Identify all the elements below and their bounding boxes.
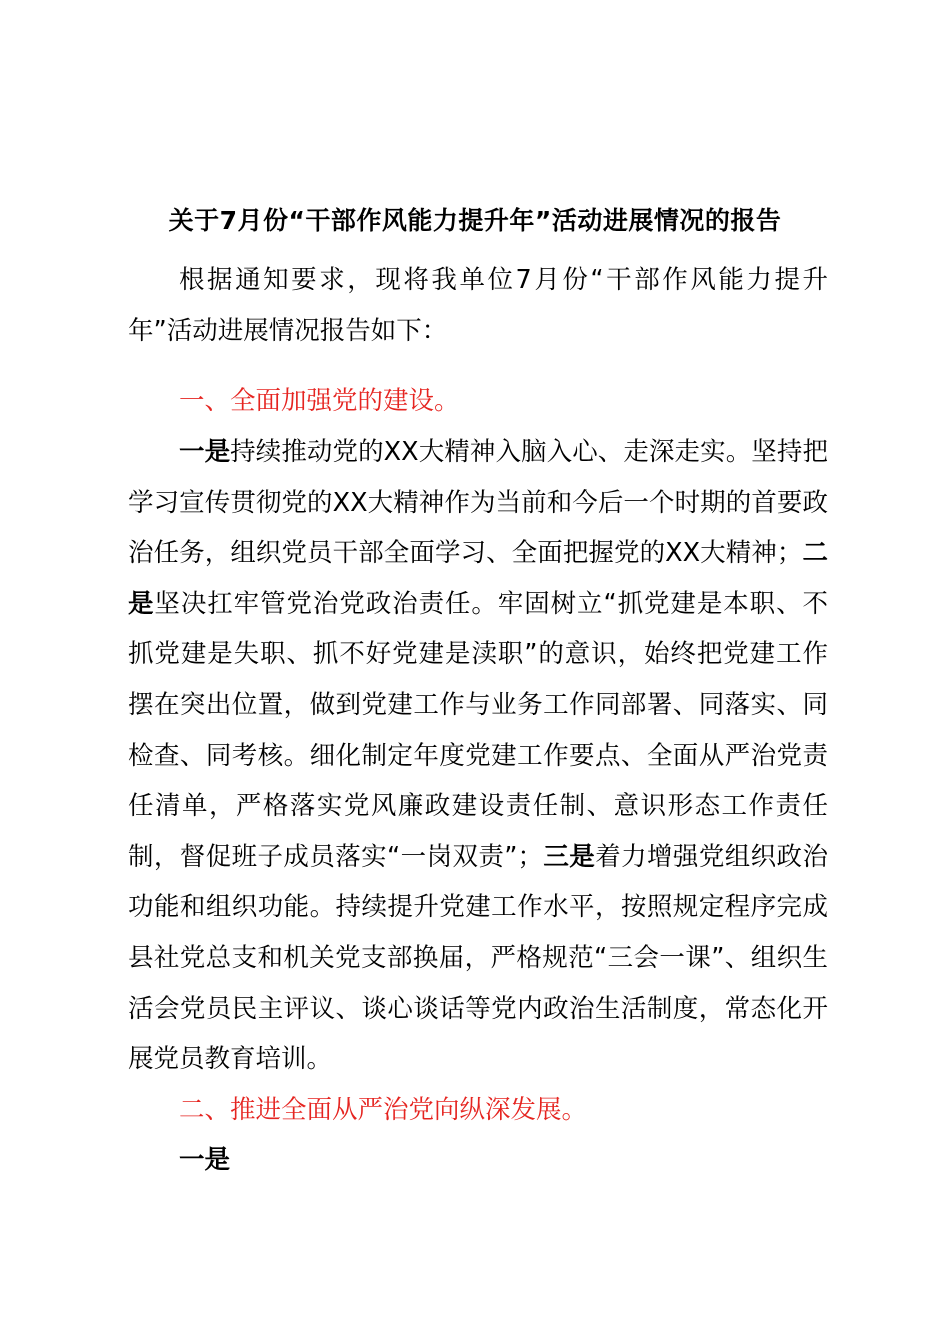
section-2-heading: 二、推进全面从严治党向纵深发展。 [179,1095,588,1125]
item-3-text: 着力增强党组织政治功能和组织功能。持续提升党建工作水平，按照规定程序完成县社党总支和机关党支部换届，严格规范“三会一课”、组织生活会党员民主评议、谈心谈话等党内政治生活制度，常态化开展党员教育培训。 [128,841,828,1075]
item-2-text: 坚决扛牢管党治党政治责任。牢固树立“抓党建是本职、不抓党建是失职、抓不好党建是渎职”的意识，始终把党建工作摆在突出位置，做到党建工作与业务工作同部署、同落实、同检查、同考核。细化制定年度党建工作要点、全面从严治党责任清单，严格落实党风廉政建设责任制、意识形态工作责任制，督促班子成员落实“一岗双责”； [128,588,828,872]
section-2-item-1-label: 一是 [179,1145,231,1175]
document-title: 关于7月份“干部作风能力提升年”活动进展情况的报告 [168,206,782,235]
item-1-text: 持续推动党的XX大精神入脑入心、走深走实。坚持把学习宣传贯彻党的XX大精神作为当前和今后一个时期的首要政治任务，组织党员干部全面学习、全面把握党的XX大精神； [128,437,828,569]
item-3-label: 三是 [543,841,596,872]
item-2-label: 二是 [128,538,828,619]
section-1-paragraph [128,427,828,1085]
section-1-heading: 一、全面加强党的建设。 [179,386,460,416]
section-2-paragraph [128,1135,828,1186]
intro-paragraph: 根据通知要求，现将我单位7月份“干部作风能力提升年”活动进展情况报告如下： [128,265,828,346]
item-1-label: 一是 [179,437,231,467]
